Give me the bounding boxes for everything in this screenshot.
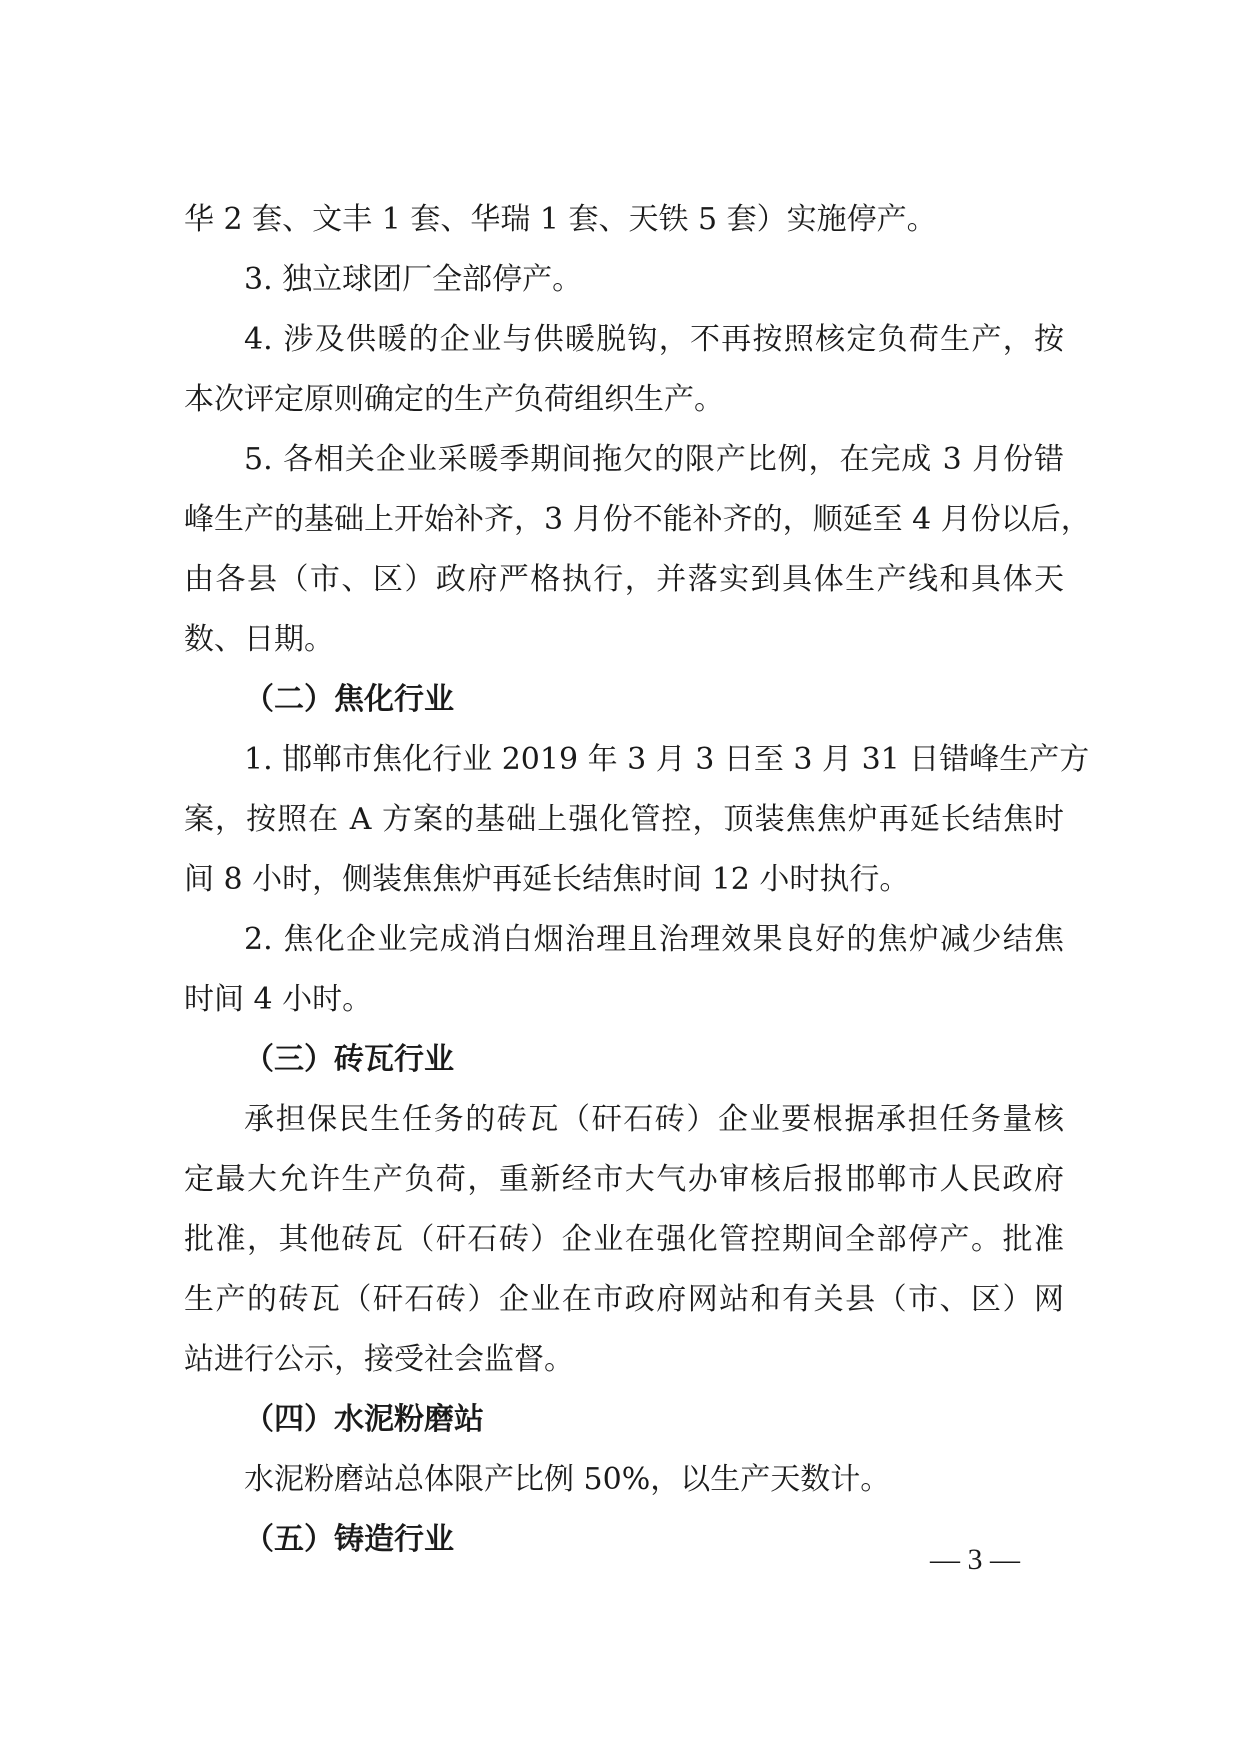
document-body — [184, 190, 1091, 1570]
paragraph-line: 由各县（市、区）政府严格执行，并落实到具体生产线和具体天 — [184, 562, 1064, 597]
list-item-2: 2. 焦化企业完成消白烟治理且治理效果良好的焦炉减少结焦 — [244, 922, 1064, 957]
list-item-5: 5. 各相关企业采暖季期间拖欠的限产比例，在完成 3 月份错 — [244, 442, 1064, 477]
list-item-4: 4. 涉及供暖的企业与供暖脱钩，不再按照核定负荷生产，按 — [244, 322, 1064, 357]
paragraph-line: 承担保民生任务的砖瓦（矸石砖）企业要根据承担任务量核 — [244, 1102, 1064, 1137]
paragraph-line: 站进行公示，接受社会监督。 — [184, 1342, 574, 1377]
section-heading-casting: （五）铸造行业 — [244, 1522, 454, 1557]
paragraph-line: 生产的砖瓦（矸石砖）企业在市政府网站和有关县（市、区）网 — [184, 1282, 1064, 1317]
section-heading-brick: （三）砖瓦行业 — [244, 1042, 454, 1077]
paragraph-line: 批准，其他砖瓦（矸石砖）企业在强化管控期间全部停产。批准 — [184, 1222, 1064, 1257]
section-heading-coking: （二）焦化行业 — [244, 682, 454, 717]
paragraph-line: 峰生产的基础上开始补齐，3 月份不能补齐的，顺延至 4 月份以后， — [184, 502, 1091, 537]
paragraph-line: 水泥粉磨站总体限产比例 50%，以生产天数计。 — [244, 1462, 891, 1497]
paragraph-line: 华 2 套、文丰 1 套、华瑞 1 套、天铁 5 套）实施停产。 — [184, 202, 937, 237]
paragraph-line: 案，按照在 A 方案的基础上强化管控，顶装焦焦炉再延长结焦时 — [184, 802, 1064, 837]
list-item-3: 3. 独立球团厂全部停产。 — [244, 262, 583, 297]
paragraph-line: 时间 4 小时。 — [184, 982, 373, 1017]
section-heading-cement: （四）水泥粉磨站 — [244, 1402, 484, 1437]
page-number: — 3 — — [930, 1543, 1020, 1576]
list-item-1: 1. 邯郸市焦化行业 2019 年 3 月 3 日至 3 月 31 日错峰生产方 — [244, 742, 1090, 777]
paragraph-line: 定最大允许生产负荷，重新经市大气办审核后报邯郸市人民政府 — [184, 1162, 1064, 1197]
paragraph-line: 数、日期。 — [184, 622, 334, 657]
paragraph-line: 间 8 小时，侧装焦焦炉再延长结焦时间 12 小时执行。 — [184, 862, 910, 897]
paragraph-line: 本次评定原则确定的生产负荷组织生产。 — [184, 382, 724, 417]
